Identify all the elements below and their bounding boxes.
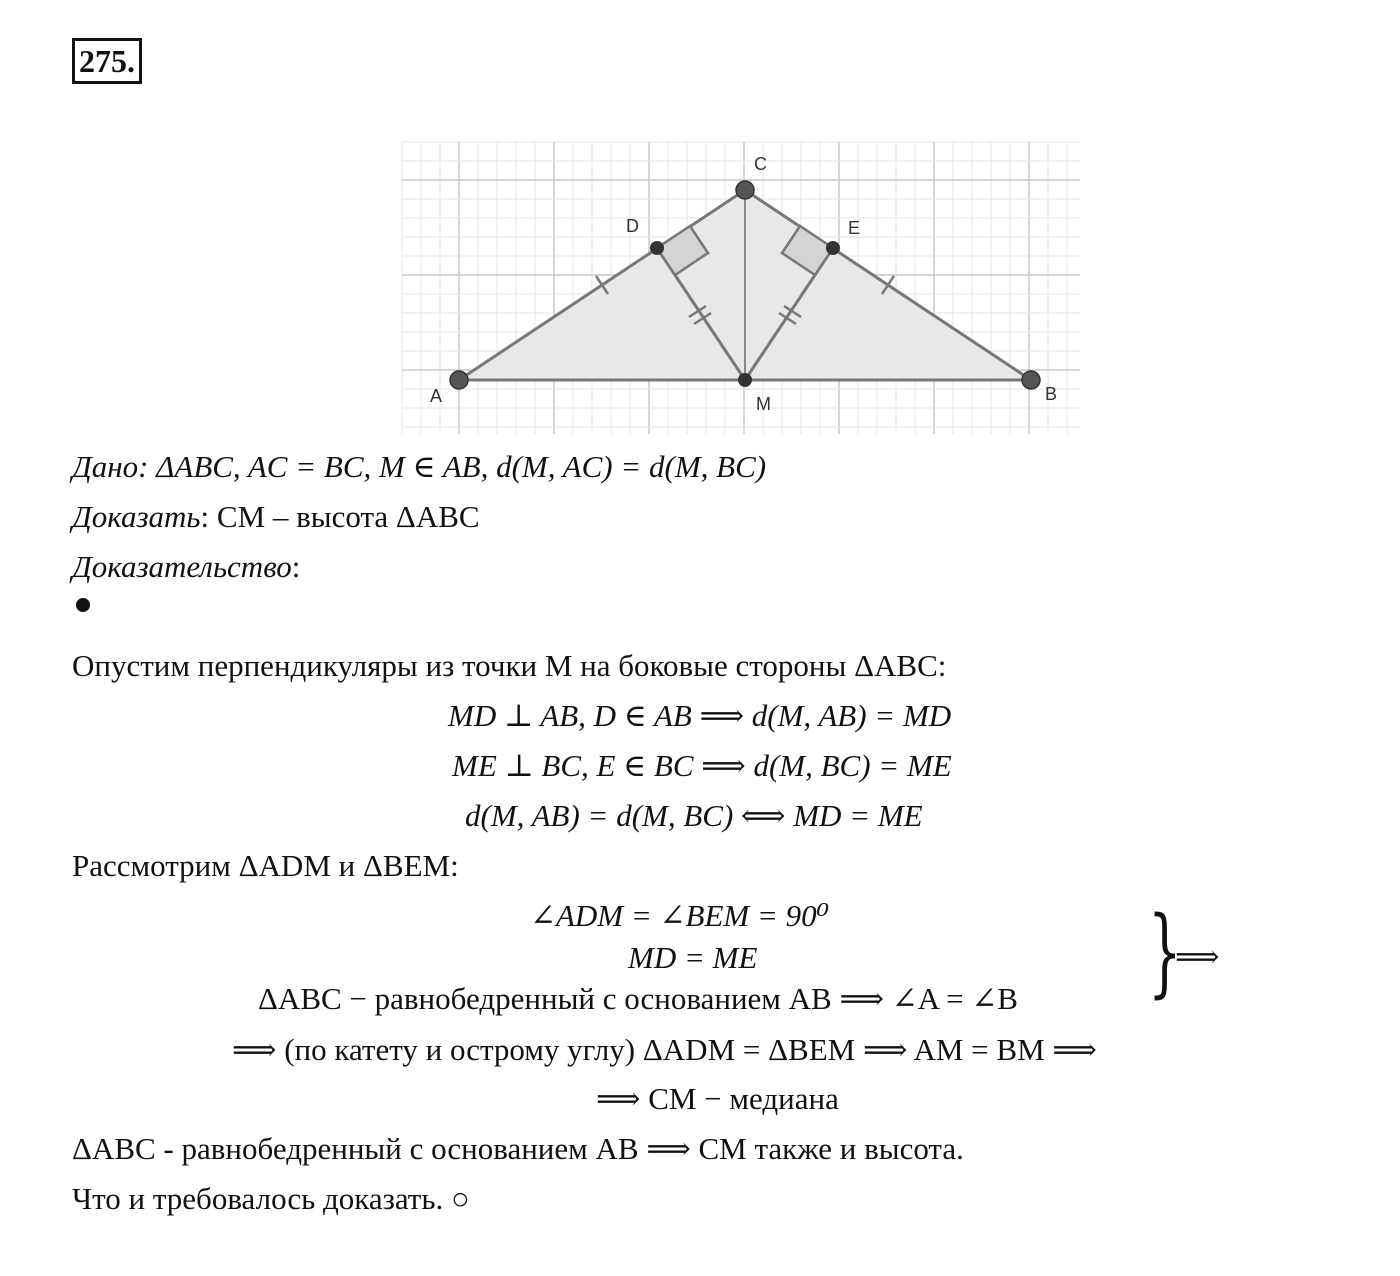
point-e [826, 241, 840, 255]
final-line-2: Что и требовалось доказать. ○ [72, 1181, 470, 1216]
bullet-icon [76, 598, 90, 612]
equation-2: ME ⊥ BC, E ∈ BC ⟹ d(M, BC) = ME [452, 748, 952, 783]
problem-number: 275. [72, 38, 142, 84]
proof-label: Доказательство [72, 549, 292, 584]
given-line [72, 447, 766, 487]
final-line-1: ΔABC - равнобедренный с основанием AB ⟹ CM также и высота. [72, 1131, 964, 1166]
proof-text: : [291, 549, 301, 584]
prove-line [72, 497, 480, 537]
step2-line: Рассмотрим ΔADM и ΔBEM: [72, 848, 459, 883]
proof-line [72, 547, 300, 587]
given-label: Дано [72, 449, 139, 484]
point-d [650, 241, 664, 255]
prove-text: : CM – высота ΔABC [200, 499, 480, 534]
point-b [1022, 371, 1040, 389]
system-line-3: ΔABC − равнобедренный с основанием AB ⟹ ∠A = ∠B [258, 981, 1018, 1016]
triangle-figure [390, 134, 1090, 444]
brace-icon: } [1148, 896, 1182, 1008]
label-a: A [430, 386, 443, 406]
point-m [738, 373, 752, 387]
label-m: M [756, 394, 771, 414]
label-b: B [1045, 384, 1058, 404]
label-c: C [754, 154, 767, 174]
label-d: D [626, 216, 639, 236]
system-line-1: ∠ADM = ∠BEM = 90⁰ [530, 898, 830, 933]
equation-1: MD ⊥ AB, D ∈ AB ⟹ d(M, AB) = MD [448, 698, 952, 733]
conclusion-1: ⟹ (по катету и острому углу) ΔADM = ΔBEM ⟹ AM = BM ⟹ [232, 1032, 1097, 1067]
point-c [736, 181, 754, 199]
prove-label: Доказать [72, 499, 201, 534]
equation-3: d(M, AB) = d(M, BC) ⟺ MD = ME [465, 798, 923, 833]
label-e: E [848, 218, 861, 238]
point-a [450, 371, 468, 389]
given-text: : ΔABC, AC = BC, M ∈ AB, d(M, AC) = d(M, BC) [138, 449, 767, 484]
step1-line: Опустим перпендикуляры из точки M на боковые стороны ΔABC: [72, 648, 947, 683]
implies-arrow: ⟹ [1175, 939, 1220, 974]
conclusion-2: ⟹ CM − медиана [596, 1081, 839, 1116]
system-line-2: MD = ME [628, 940, 758, 975]
